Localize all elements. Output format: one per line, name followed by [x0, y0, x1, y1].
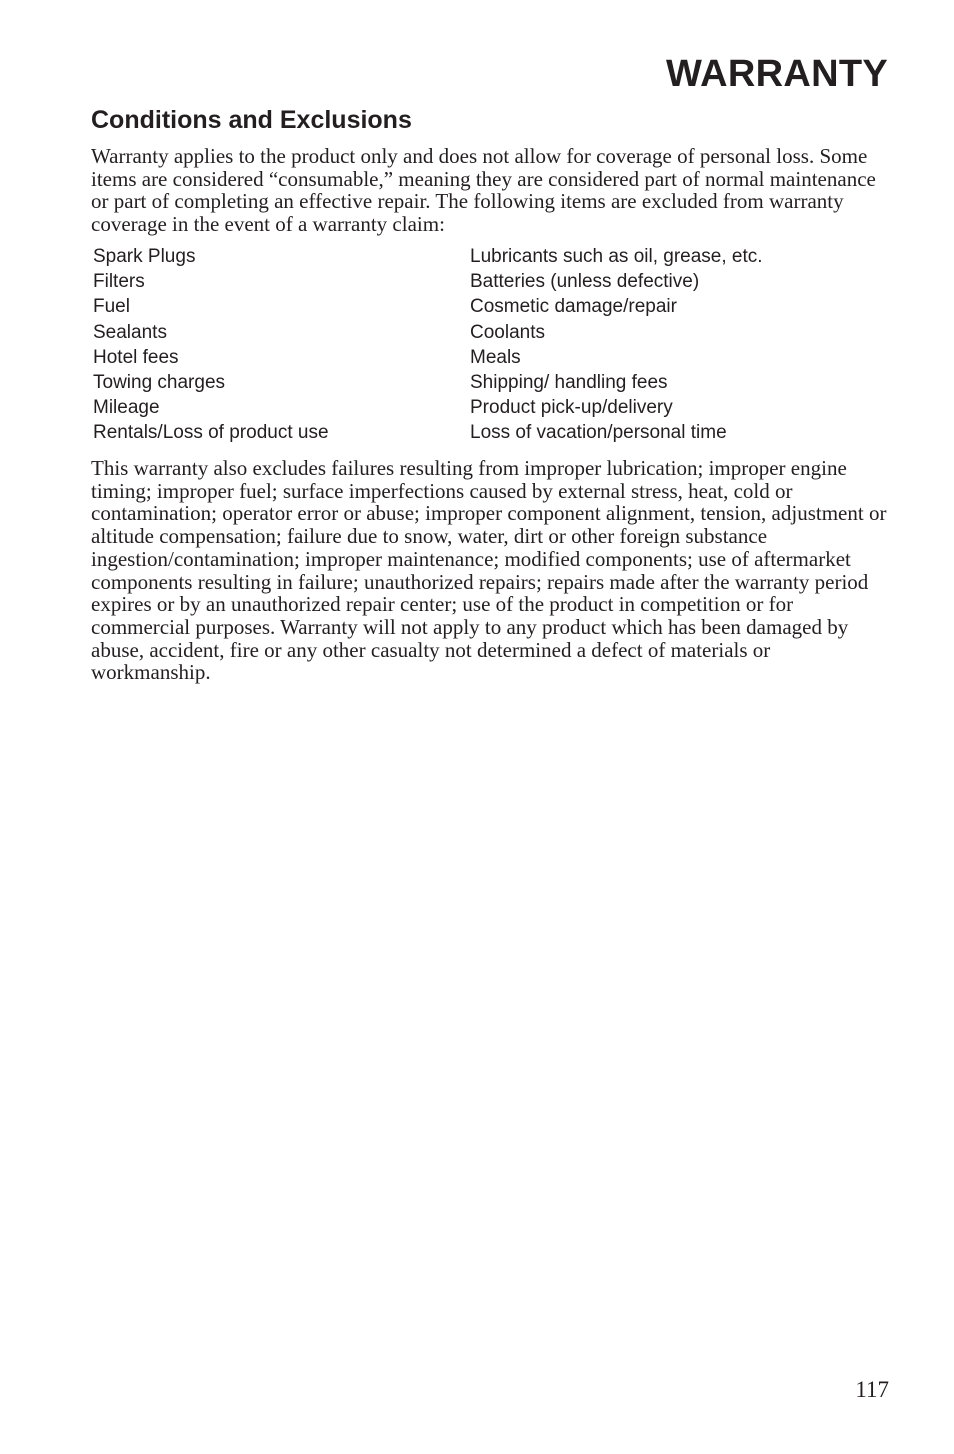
- intro-paragraph: Warranty applies to the product only and does not allow for coverage of personal loss. Some items are considered “consumable,” meaning they are considered part of normal maintenance or part of completing an effective repair. The following items are excluded from warranty coverage in the event of a warranty claim:: [91, 144, 876, 237]
- page-number: 117: [855, 1377, 889, 1402]
- exclusion-item: Fuel: [93, 296, 130, 318]
- closing-paragraph: This warranty also excludes failures resulting from improper lubrication; improper engine timing; improper fuel; surface imperfections caused by external stress, heat, cold or contamination; operator error or abuse; improper component alignment, tension, adjustment or altitude compensation; failure due to snow, water, dirt or other foreign substance ingestion/contamination; improper maintenance; modified components; use of aftermarket components resulting in failure; unauthorized repairs; repairs made after the warranty period expires or by an unauthorized repair center; use of the product in competition or for commercial purposes. Warranty will not apply to any product which has been damaged by abuse, accident, fire or any other casualty not determined a defect of materials or workmanship.: [91, 456, 887, 685]
- exclusion-row: [93, 345, 893, 370]
- exclusion-item: Spark Plugs: [93, 246, 196, 267]
- section-heading: Conditions and Exclusions: [91, 106, 412, 134]
- page-title: WARRANTY: [666, 53, 888, 95]
- exclusion-row: [93, 420, 893, 445]
- exclusion-item: Cosmetic damage/repair: [470, 296, 677, 318]
- exclusion-item: Sealants: [93, 321, 167, 343]
- exclusions-table: [93, 244, 893, 446]
- exclusion-item: Rentals/Loss of product use: [93, 422, 329, 444]
- exclusion-item: Lubricants such as oil, grease, etc.: [470, 246, 763, 267]
- exclusion-item: Shipping/ handling fees: [470, 371, 668, 393]
- exclusion-item: Batteries (unless defective): [470, 271, 700, 293]
- exclusion-item: Mileage: [93, 397, 160, 419]
- exclusion-row: [93, 244, 893, 269]
- exclusion-item: Loss of vacation/personal time: [470, 422, 727, 444]
- exclusion-row: [93, 269, 893, 294]
- exclusion-item: Towing charges: [93, 371, 226, 393]
- exclusion-item: Filters: [93, 271, 145, 293]
- exclusion-item: Meals: [470, 346, 521, 368]
- exclusion-row: [93, 294, 893, 319]
- exclusion-item: Product pick-up/delivery: [470, 397, 673, 419]
- exclusion-row: [93, 320, 893, 345]
- exclusion-item: Hotel fees: [93, 346, 179, 368]
- exclusion-row: [93, 370, 893, 395]
- exclusion-item: Coolants: [470, 321, 545, 343]
- exclusion-row: [93, 395, 893, 420]
